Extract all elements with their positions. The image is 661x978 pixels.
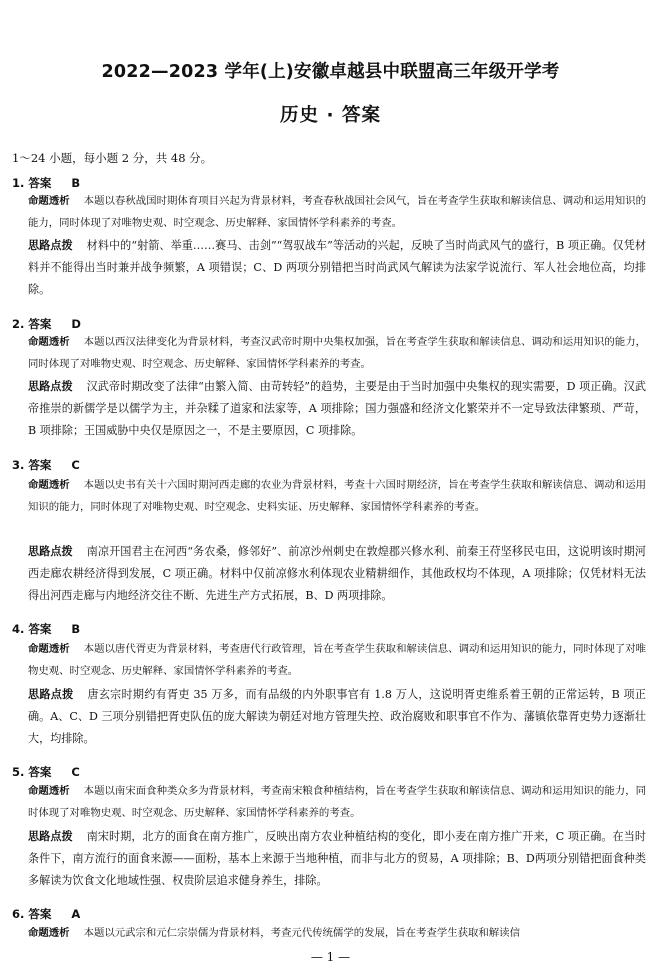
hint-text: 唐玄宗时期约有胥吏 35 万多，而有品级的内外职事官有 1.8 万人，这说明胥吏维系着王朝的正常运转，B 项正确。A、C、D 三项分别错把胥吏队伍的庞大解读为朝廷对地方管理失控、政治腐败和职事官不作为、藩镇依靠胥吏势力逐渐壮大，均排除。 — [28, 688, 646, 746]
question-2-commentary — [28, 331, 646, 375]
answer-label: 答案 — [28, 176, 52, 190]
commentary-text: 本题以唐代胥吏为背景材料，考查唐代行政管理，旨在考查学生获取和解读信息、调动和运用知识的能力，同时体现了对唯物史观、时空观念、历史解释、家国情怀学科素养的考查。 — [28, 643, 646, 678]
question-4-commentary — [28, 638, 646, 682]
answer-value: A — [71, 907, 81, 921]
commentary-label: 命题透析 — [28, 785, 70, 797]
question-1-commentary — [28, 190, 646, 234]
commentary-label: 命题透析 — [28, 336, 70, 348]
question-number: 1. — [12, 176, 25, 190]
question-5-commentary — [28, 780, 646, 824]
commentary-text: 本题以南宋面食种类众多为背景材料，考查南宋粮食种植结构，旨在考查学生获取和解读信息、调动和运用知识的能力，同时体现了对唯物史观、时空观念、历史解释、家国情怀学科素养的考查。 — [28, 785, 646, 820]
hint-label: 思路点拨 — [28, 239, 73, 252]
document-subtitle: 历史 · 答案 — [280, 105, 381, 126]
hint-label: 思路点拨 — [28, 380, 73, 393]
answer-label: 答案 — [28, 622, 52, 636]
question-number: 6. — [12, 907, 25, 921]
hint-text: 南宋时期，北方的面食在南方推广，反映出南方农业种植结构的变化，即小麦在南方推广开来，C 项正确。在当时条件下，南方流行的面食来源——面粉，基本上来源于当地种植，而非与北方的贸易，A 项排除；B、D两项分别错把面食种类多解读为饮食文化地域性强、权贵阶层追求健身养生，排除。 — [28, 830, 646, 888]
answer-value: D — [71, 317, 81, 331]
question-4-hint — [28, 684, 646, 751]
answer-label: 答案 — [28, 765, 52, 779]
hint-text: 南凉开国君主在河西“务农桑，修邻好”、前凉沙州刺史在敦煌郡兴修水利、前秦王苻坚移民屯田，这说明该时期河西走廊农耕经济得到发展，C 项正确。材料中仅前凉修水利体现农业精耕细作，其他政权均不体现，A 项排除；仅凭材料无法得出河西走廊与内地经济交往不断、先进生产方式拓展，B、D 两项排除。 — [28, 545, 646, 603]
hint-text: 汉武帝时期改变了法律“由繁入简、由苛转轻”的趋势，主要是由于当时加强中央集权的现实需要，D 项正确。汉武帝推崇的新儒学是以儒学为主，并杂糅了道家和法家等，A 项排除；国力强盛和经济文化繁荣并不一定导致法律繁琐、严苛，B 项排除；王国威胁中央仅是原因之一，不是主要原因，C 项排除。 — [28, 380, 646, 438]
question-5-hint — [28, 826, 646, 893]
hint-label: 思路点拨 — [28, 688, 74, 701]
answer-value: B — [71, 622, 81, 636]
commentary-label: 命题透析 — [28, 195, 70, 207]
hint-label: 思路点拨 — [28, 830, 73, 843]
hint-label: 思路点拨 — [28, 545, 73, 558]
commentary-text: 本题以元武宗和元仁宗崇儒为背景材料，考查元代传统儒学的发展，旨在考查学生获取和解读信 — [83, 927, 520, 939]
answer-value: C — [71, 458, 80, 472]
commentary-text: 本题以西汉法律变化为背景材料，考查汉武帝时期中央集权加强，旨在考查学生获取和解读信息、调动和运用知识的能力，同时体现了对唯物史观、时空观念、历史解释、家国情怀学科素养的考查。 — [28, 336, 646, 371]
answer-value: B — [71, 176, 81, 190]
question-3-hint — [28, 541, 646, 608]
question-3-answer-line — [12, 457, 80, 473]
answer-label: 答案 — [28, 907, 52, 921]
question-3-commentary — [28, 474, 646, 541]
question-number: 3. — [12, 458, 25, 472]
answer-label: 答案 — [28, 458, 52, 472]
question-6-commentary — [28, 922, 646, 944]
commentary-text: 本题以春秋战国时期体育项目兴起为背景材料，考查春秋战国社会风气，旨在考查学生获取和解读信息、调动和运用知识的能力，同时体现了对唯物史观、时空观念、历史解释、家国情怀学科素养的考查。 — [28, 195, 646, 230]
section-intro: 1～24 小题，每小题 2 分，共 48 分。 — [12, 151, 213, 165]
answer-value: C — [71, 765, 80, 779]
question-2-hint — [28, 376, 646, 443]
question-1-answer-line — [12, 175, 80, 191]
question-5-answer-line — [12, 764, 80, 780]
commentary-label: 命题透析 — [28, 479, 70, 491]
document-title: 2022—2023 学年(上)安徽卓越县中联盟高三年级开学考 — [101, 62, 560, 82]
question-1-hint — [28, 235, 646, 302]
commentary-label: 命题透析 — [28, 927, 70, 939]
answer-label: 答案 — [28, 317, 52, 331]
question-6-answer-line — [12, 906, 80, 922]
question-4-answer-line — [12, 621, 80, 637]
hint-text: 材料中的“射箭、举重……赛马、击剑”“驾驭战车”等活动的兴起，反映了当时尚武风气的盛行，B 项正确。仅凭材料并不能得出当时兼并战争频繁，A 项错误；C、D 两项分别错把当时尚武风气解读为法家学说流行、军人社会地位高，均排除。 — [28, 239, 646, 297]
page-number: — 1 — — [310, 950, 351, 964]
commentary-text: 本题以史书有关十六国时期河西走廊的农业为背景材料，考查十六国时期经济，旨在考查学生获取和解读信息、调动和运用知识的能力，同时体现了对唯物史观、时空观念、史料实证、历史解释、家国情怀学科素养的考查。 — [28, 479, 646, 514]
question-number: 2. — [12, 317, 25, 331]
question-number: 5. — [12, 765, 25, 779]
commentary-label: 命题透析 — [28, 643, 70, 655]
question-number: 4. — [12, 622, 25, 636]
question-2-answer-line — [12, 316, 81, 332]
